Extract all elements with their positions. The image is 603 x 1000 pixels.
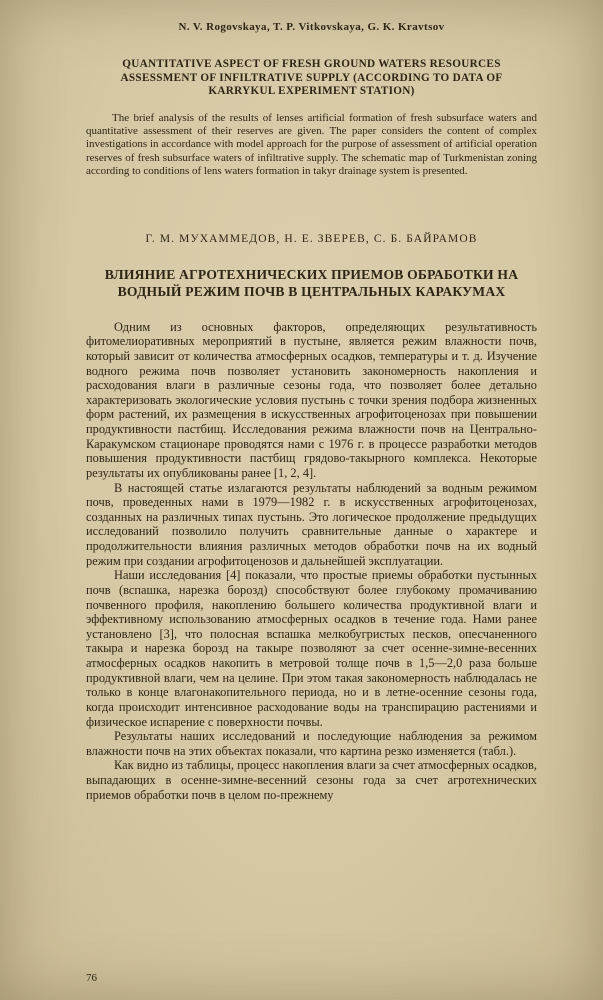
english-abstract: The brief analysis of the results of lenses artificial formation of fresh subsurface waters and quantitative assessment of their reserves are given. The paper considers the content of complex investigations in accordance with model approach for the purpose of assessment of artificial operation reserves of fresh subsurface waters of infiltrative supply. The schematic map of Turkmenistan zoning according to conditions of lens waters formation in takyr drainage system is presented.	[86, 111, 537, 177]
body-paragraph: Как видно из таблицы, процесс накопления влаги за счет атмосферных осадков, выпадающих в осенне-зимне-весенний сезоны года за счет агротехнических приемов обработки почв в целом по-прежнему	[86, 758, 537, 802]
body-paragraph: Одним из основных факторов, определяющих результативность фитомелиоративных мероприятий в пустыне, является режим влажности почв, который зависит от количества атмосферных осадков, температуры и т. д. Изучение водного режима почв позволяет установить закономерность накопления и расходования влаги в различные сезоны года, что позволяет более детально характеризовать экологические условия пустынь с точки зрения подбора жизненных форм растений, их размещения в искусственных агрофитоценозах при повышении продуктивности пастбищ. Исследования режима влажности почв на Центрально-Каракумском стационаре проводятся нами с 1976 г. в процессе разработки методов повышения продуктивности пастбищ грядово-такырного комплекса. Некоторые результаты их опубликованы ранее [1, 2, 4].	[86, 319, 537, 480]
page-number: 76	[86, 972, 97, 984]
article-body	[86, 320, 537, 803]
body-paragraph: Наши исследования [4] показали, что простые приемы обработки пустынных почв (вспашка, нарезка борозд) способствуют более глубокому промачиванию почвенного профиля, накоплению большего количества продуктивной влаги и эффективному использованию атмосферных осадков в течение года. Нами ранее установлено [3], что полосная вспашка мелкобугристых песков, опесчаненного такыра и нарезка борозд на такыре позволяют за счет осенне-зимне-весенних атмосферных осадков накопить в метровой толще почв в 1,5—2,0 раза больше продуктивной влаги, чем на целине. При этом такая закономерность наблюдалась не только в конце влагонакопительного периода, но и в летне-осенние сезоны года, когда происходит интенсивное расходование воды на транспирацию растениями и физическое испарение с поверхности почвы.	[86, 568, 537, 729]
authors-russian: Г. М. МУХАММЕДОВ, Н. Е. ЗВЕРЕВ, С. Б. БАЙРАМОВ	[145, 232, 478, 245]
authors-english: N. V. Rogovskaya, T. P. Vitkovskaya, G. K. Kravtsov	[178, 21, 445, 33]
body-paragraph: Результаты наших исследований и последующие наблюдения за режимом влажности почв на этих объектах показали, что картина резко изменяется (табл.).	[86, 729, 537, 758]
body-paragraph: В настоящей статье излагаются результаты наблюдений за водным режимом почв, проведенных нами в 1979—1982 г. в искусственных агрофитоценозах, созданных на различных типах пустынь. Это логическое продолжение предыдущих исследований позволило получить сравнительные данные о характере и продолжительности влияния различных методов обработки почв на их водный режим при создании агрофитоценозов и дальнейшей эксплуатации.	[86, 480, 537, 568]
russian-article-title: ВЛИЯНИЕ АГРОТЕХНИЧЕСКИХ ПРИЕМОВ ОБРАБОТКИ НА ВОДНЫЙ РЕЖИМ ПОЧВ В ЦЕНТРАЛЬНЫХ КАРАКУМАХ	[104, 266, 519, 300]
english-article-title: QUANTITATIVE ASPECT OF FRESH GROUND WATERS RESOURCES ASSESSMENT OF INFILTRATIVE SUPPLY (ACCORDING TO DATA OF KARRYKUL EXPERIMENT STATION)	[120, 58, 503, 98]
